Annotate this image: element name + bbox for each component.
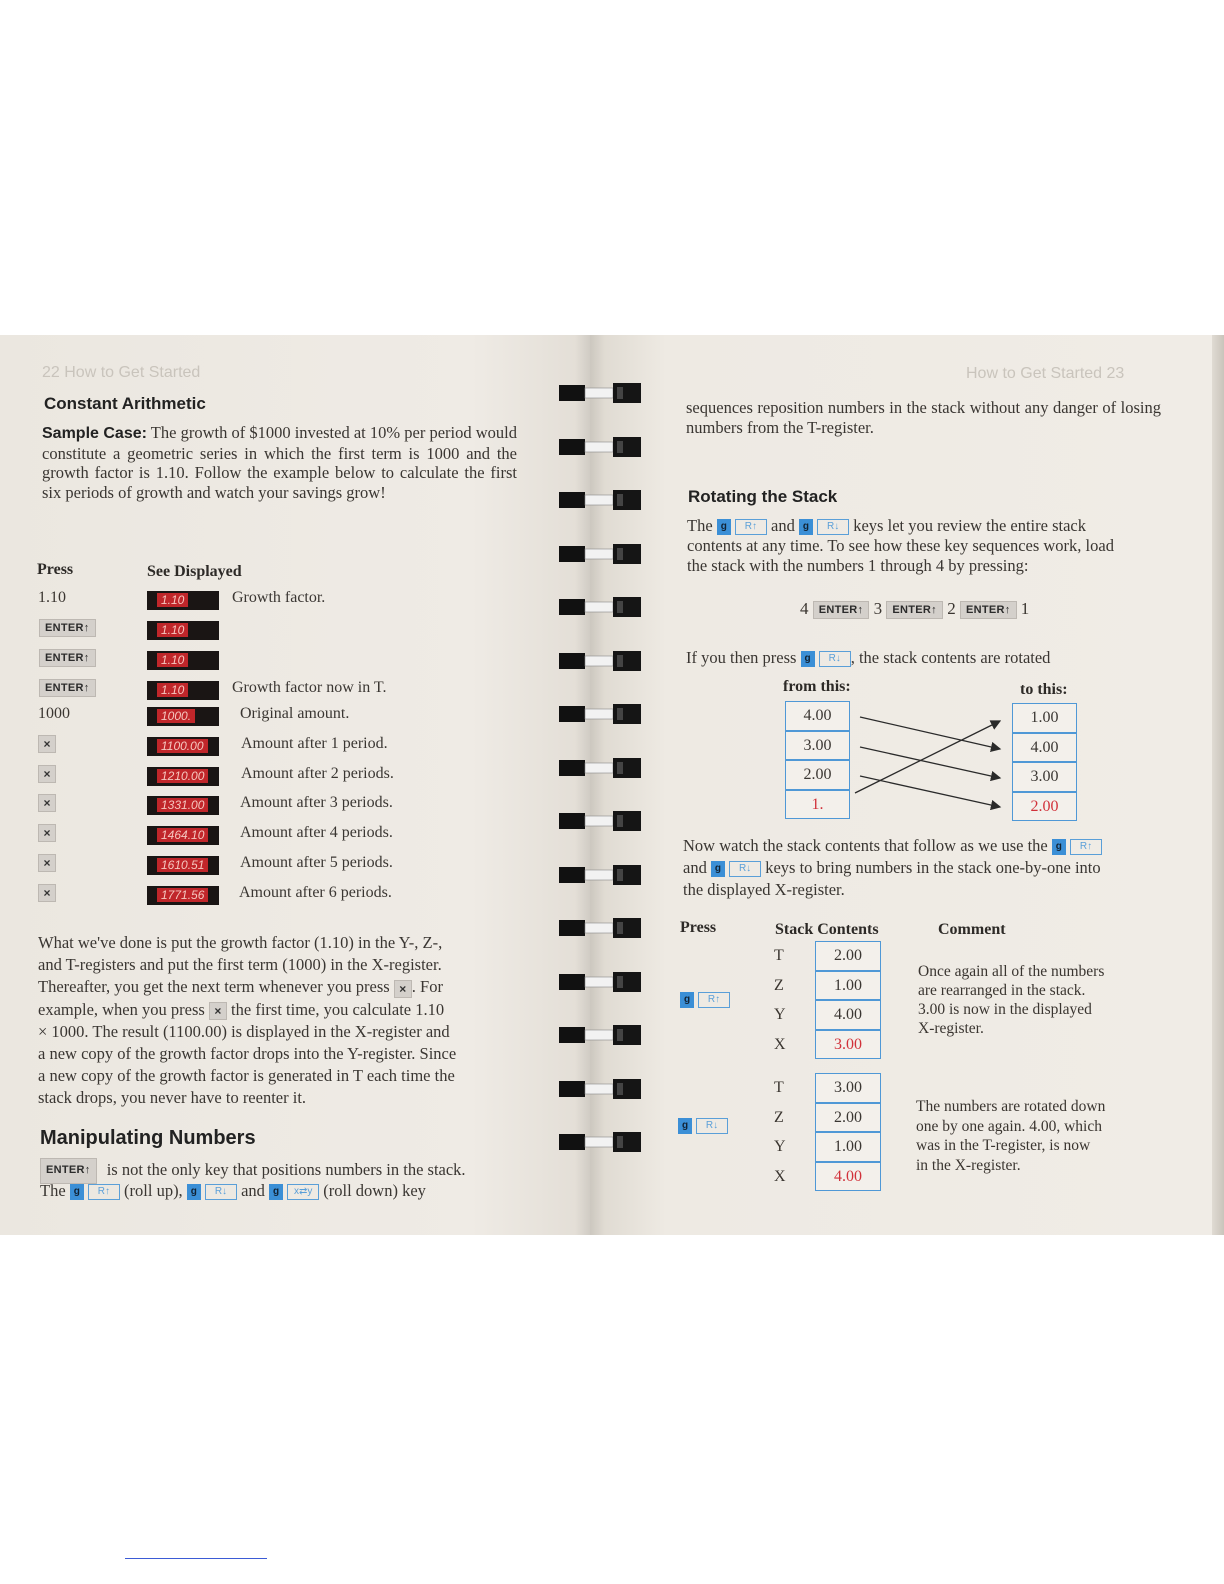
register-label: Z [774, 1108, 784, 1126]
explanation-paragraph [38, 932, 514, 1110]
register-label: T [774, 1079, 784, 1096]
press-value: 1000 [38, 705, 70, 722]
g-shift-key: g [70, 1184, 84, 1200]
stack-cell: 2.00 [815, 1103, 881, 1133]
g-shift-key: g [187, 1184, 201, 1200]
column-header-see-displayed: See Displayed [147, 563, 242, 580]
spiral-coil [557, 754, 643, 784]
press-cell [38, 589, 66, 607]
g-shift-key: g [678, 1118, 692, 1134]
led-display [147, 856, 219, 875]
row-comment: Amount after 1 period. [241, 735, 388, 752]
from-stack-cell: 2.00 [785, 760, 850, 790]
explain-line: and T-registers and put the first term (1000) in the X-register. [38, 955, 442, 975]
to-stack-cell: 2.00 [1012, 792, 1077, 822]
sample-text: The growth of $1000 invested at 10% per period would constitute a geometric series in which the first term is 1000 and the growth factor is 1.10. Follow the example below to calculate the first six periods of growth and watch your savings grow! [42, 423, 517, 502]
led-display [147, 886, 219, 905]
led-display [147, 796, 219, 815]
multiply-key: × [394, 980, 412, 998]
explain-line: Thereafter, you get the next term whenever you press × . For [38, 977, 443, 997]
to-stack-cell: 3.00 [1012, 762, 1077, 792]
spiral-coil [557, 486, 643, 516]
press-cell [38, 794, 56, 812]
explain-line: × 1000. The result (1100.00) is displayed in the X-register and [38, 1021, 450, 1041]
press-cell [39, 679, 96, 697]
spiral-coil [557, 379, 643, 409]
from-stack-cell: 1. [785, 790, 850, 820]
display-value: 1.10 [157, 683, 188, 697]
roll-down-key: R↓ [729, 861, 761, 877]
led-display [147, 707, 219, 726]
from-label: from this: [783, 678, 851, 695]
press-cell [38, 854, 56, 872]
register-label: Y [774, 1006, 786, 1023]
explain-line: stack drops, you never have to reenter it. [38, 1088, 307, 1108]
row-comment: Amount after 3 periods. [240, 794, 393, 811]
column-header-press-right: Press [680, 919, 717, 936]
row-comment: Amount after 2 periods. [241, 765, 394, 782]
row-comment: Amount after 4 periods. [240, 824, 393, 841]
register-label: Y [774, 1138, 786, 1155]
display-value: 1.10 [157, 593, 188, 607]
to-label: to this: [1020, 681, 1068, 698]
led-display [147, 621, 219, 640]
intro-paragraph: sequences reposition numbers in the stack without any danger of losing numbers from the T-register. [686, 398, 1161, 437]
row-comment: Growth factor now in T. [232, 679, 387, 696]
if-you-press-line: If you then press g R↓ , the stack contents are rotated [686, 648, 1051, 667]
manipulating-title: Manipulating Numbers [40, 1127, 256, 1149]
multiply-key: × [38, 735, 56, 753]
press-value: 1.10 [38, 589, 66, 606]
g-shift-key: g [711, 861, 725, 877]
g-shift-key: g [269, 1184, 283, 1200]
enter-key: ENTER↑ [39, 649, 96, 667]
press-cell [39, 619, 96, 637]
manipulating-line-2: The g R↑ (roll up), g R↓ and g x⇄y (roll down) key [40, 1181, 426, 1200]
enter-key: ENTER↑ [886, 601, 943, 619]
spiral-coil [557, 433, 643, 463]
spiral-coil [557, 968, 643, 998]
from-stack-cell: 4.00 [785, 701, 850, 731]
display-value: 1331.00 [157, 798, 208, 812]
spiral-coil [557, 1021, 643, 1051]
g-shift-key: g [801, 651, 815, 667]
enter-key: ENTER↑ [813, 601, 870, 619]
spiral-coil [557, 540, 643, 570]
press-cell [38, 884, 56, 902]
g-shift-key: g [1052, 839, 1066, 855]
manipulating-line-1: ENTER↑ is not the only key that positions numbers in the stack. [40, 1158, 515, 1184]
spiral-coil [557, 700, 643, 730]
roll-up-key: R↑ [698, 992, 730, 1008]
led-display [147, 767, 219, 786]
to-stack-cell: 4.00 [1012, 733, 1077, 763]
sample-case-paragraph [42, 423, 517, 502]
register-label: X [774, 1167, 786, 1185]
enter-key: ENTER↑ [40, 1158, 97, 1184]
roll-up-key: R↑ [1070, 839, 1102, 855]
row-comment: Original amount. [240, 705, 350, 722]
rotation-arrows [850, 701, 1015, 821]
multiply-key: × [209, 1002, 227, 1020]
multiply-key: × [38, 854, 56, 872]
led-display [147, 681, 219, 700]
spiral-coil [557, 1128, 643, 1158]
stack-cell: 3.00 [815, 1073, 881, 1103]
spiral-coil [557, 914, 643, 944]
page-edge [1212, 335, 1224, 1235]
to-stack-cell: 1.00 [1012, 703, 1077, 733]
g-shift-key: g [799, 519, 813, 535]
register-label: Z [774, 976, 784, 994]
press-cell [38, 705, 70, 723]
multiply-key: × [38, 794, 56, 812]
display-value: 1000. [157, 709, 195, 723]
display-value: 1210.00 [157, 769, 208, 783]
stack-cell: 4.00 [815, 1000, 881, 1030]
spiral-coil [557, 647, 643, 677]
display-value: 1610.51 [157, 858, 208, 872]
g-shift-key: g [717, 519, 731, 535]
display-value: 1771.56 [157, 888, 208, 902]
press-cell [38, 735, 56, 753]
display-value: 1.10 [157, 623, 188, 637]
page-header-right: How to Get Started 23 [966, 365, 1125, 382]
book-spread [0, 335, 1224, 1235]
register-label: T [774, 947, 784, 964]
press-cell [39, 649, 96, 667]
explain-line: a new copy of the growth factor drops into the Y-register. Since [38, 1044, 457, 1064]
block1-comment: Once again all of the numbers are rearranged in the stack. 3.00 is now in the displayed X-register. [918, 963, 1105, 1037]
rotating-title: Rotating the Stack [688, 487, 838, 506]
press-cell [38, 824, 56, 842]
roll-up-key: R↑ [735, 519, 767, 535]
enter-key: ENTER↑ [960, 601, 1017, 619]
stack-cell: 3.00 [815, 1030, 881, 1060]
enter-key: ENTER↑ [39, 679, 96, 697]
multiply-key: × [38, 824, 56, 842]
g-shift-key: g [680, 992, 694, 1008]
stack-cell: 1.00 [815, 1132, 881, 1162]
key-sequence: 4 ENTER↑ 3 ENTER↑ 2 ENTER↑ 1 [800, 599, 1030, 618]
explain-line: example, when you press × the first time, you calculate 1.10 [38, 999, 445, 1019]
explain-line: What we've done is put the growth factor (1.10) in the Y-, Z-, [38, 933, 443, 952]
block2-comment: The numbers are rotated down one by one again. 4.00, which was in the T-register, is now in the X-register. [916, 1098, 1106, 1174]
spiral-coil [557, 593, 643, 623]
column-header-press: Press [37, 561, 74, 578]
register-label: X [774, 1035, 786, 1053]
multiply-key: × [38, 884, 56, 902]
multiply-key: × [38, 765, 56, 783]
sample-label: Sample Case: [42, 425, 147, 442]
roll-up-key: R↑ [88, 1184, 120, 1200]
display-value: 1464.10 [157, 828, 208, 842]
led-display [147, 737, 219, 756]
from-stack-cell: 3.00 [785, 731, 850, 761]
x-y-exchange-key: x⇄y [287, 1184, 319, 1200]
led-display [147, 591, 219, 610]
now-watch-paragraph: Now watch the stack contents that follow as we use the g R↑ and g R↓ keys to bring numbers in the stack one-by-one into the displayed X-register. [683, 836, 1101, 899]
led-display [147, 826, 219, 845]
roll-down-key: R↓ [205, 1184, 237, 1200]
explain-line: a new copy of the growth factor is generated in T each time the [38, 1066, 455, 1086]
row-comment: Growth factor. [232, 589, 326, 606]
column-header-stack-contents: Stack Contents [775, 921, 879, 938]
page-header-left: 22 How to Get Started [42, 364, 201, 381]
roll-down-key: R↓ [817, 519, 849, 535]
spiral-coil [557, 861, 643, 891]
stack-cell: 1.00 [815, 971, 881, 1001]
stack-cell: 4.00 [815, 1162, 881, 1192]
enter-key: ENTER↑ [39, 619, 96, 637]
row-comment: Amount after 5 periods. [240, 854, 393, 871]
block2-press [678, 1117, 728, 1135]
block1-press [680, 991, 730, 1009]
spiral-coil [557, 1075, 643, 1105]
row-comment: Amount after 6 periods. [239, 884, 392, 901]
roll-down-key: R↓ [819, 651, 851, 667]
display-value: 1100.00 [157, 739, 208, 753]
display-value: 1.10 [157, 653, 188, 667]
led-display [147, 651, 219, 670]
section-title: Constant Arithmetic [44, 394, 206, 413]
spiral-coil [557, 807, 643, 837]
column-header-comment: Comment [938, 921, 1006, 938]
stack-cell: 2.00 [815, 941, 881, 971]
footnote-rule [125, 1558, 267, 1559]
roll-down-key: R↓ [696, 1118, 728, 1134]
rotating-paragraph: The g R↑ and g R↓ keys let you review the entire stack contents at any time. To see how these key sequences work, load the stack with the numbers 1 through 4 by pressing: [687, 516, 1114, 575]
press-cell [38, 765, 56, 783]
